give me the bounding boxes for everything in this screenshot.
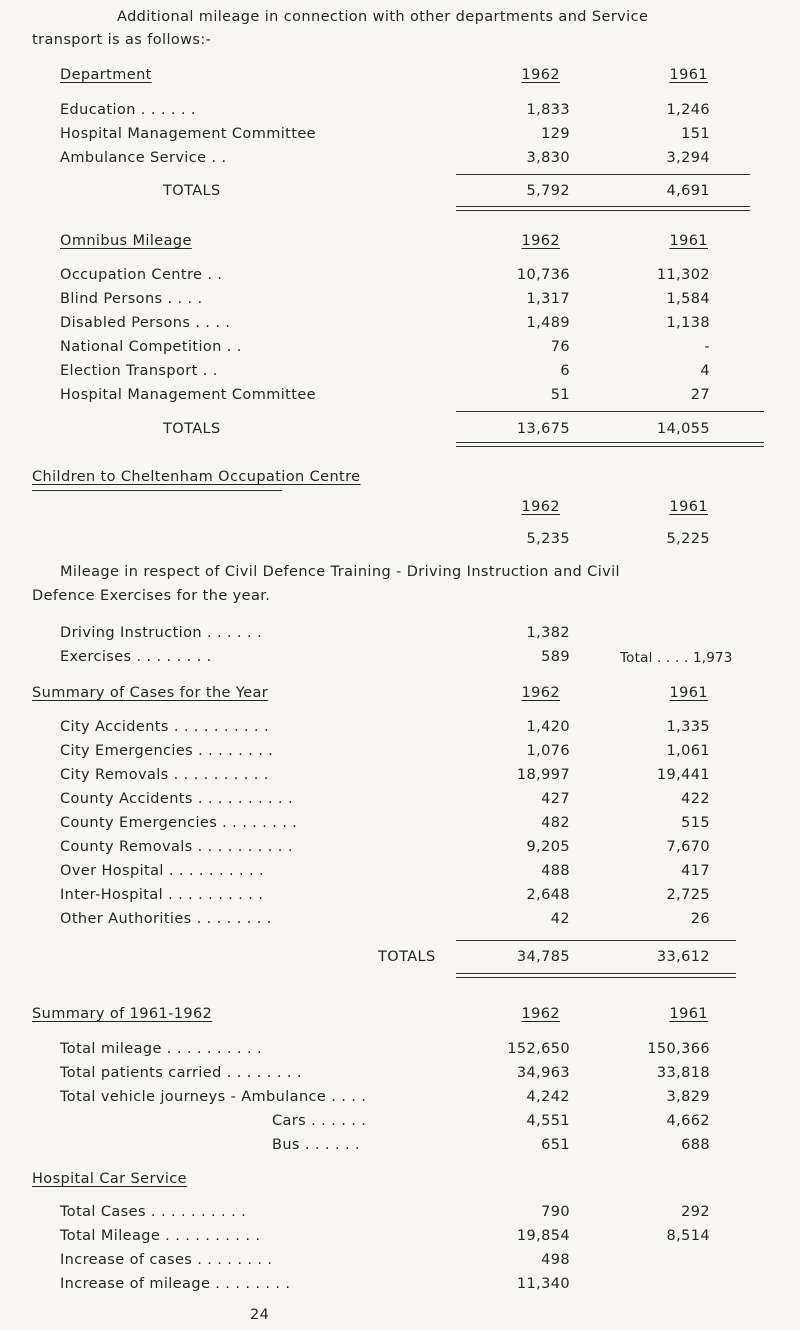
table-row-label: County Accidents . . . . . . . . . .: [60, 791, 294, 807]
table-row-value-1961: 292: [681, 1204, 710, 1220]
table-row-value-1961: 3,829: [666, 1089, 710, 1105]
table-row-label: City Emergencies . . . . . . . .: [60, 743, 274, 759]
table-row-label: City Accidents . . . . . . . . . .: [60, 719, 270, 735]
double-divider: [456, 973, 736, 978]
table-row-value-1961: 19,441: [656, 767, 710, 783]
table-row-value-1962: 1,489: [526, 315, 570, 331]
list-item-label: Driving Instruction . . . . . .: [60, 625, 263, 641]
total-value-1962: 34,785: [516, 949, 570, 965]
table-row-value-1962: 11,340: [516, 1276, 570, 1292]
table-row-label: City Removals . . . . . . . . . .: [60, 767, 269, 783]
total-value-1962: 13,675: [516, 421, 570, 437]
table-row-value-1961: 417: [681, 863, 710, 879]
table-row-value-1962: 76: [550, 339, 570, 355]
table-row-label: Increase of mileage . . . . . . . .: [60, 1276, 291, 1292]
summary-61-62-col-1962: 1962: [521, 1006, 560, 1022]
totals-label: TOTALS: [163, 421, 221, 437]
totals-label: TOTALS: [163, 183, 221, 199]
table-row-value-1961: 33,818: [656, 1065, 710, 1081]
civil-defence-line-2: Defence Exercises for the year.: [32, 588, 271, 604]
table-row-label: Bus . . . . . .: [272, 1137, 361, 1153]
page-number: 24: [250, 1307, 270, 1323]
departments-col-1962: 1962: [521, 67, 560, 83]
list-item-value: 1,382: [526, 625, 570, 641]
departments-col-1961: 1961: [669, 67, 708, 83]
table-row-value-1962: 10,736: [516, 267, 570, 283]
summary-year-col-1961: 1961: [669, 685, 708, 701]
table-row-label: County Removals . . . . . . . . . .: [60, 839, 293, 855]
table-row-label: Education . . . . . .: [60, 102, 196, 118]
table-row-value-1961: 1,335: [666, 719, 710, 735]
table-row-label: Hospital Management Committee: [60, 387, 316, 403]
double-divider: [456, 206, 750, 211]
table-row-value-1961: 4: [700, 363, 710, 379]
table-row-value-1962: 1,420: [526, 719, 570, 735]
summary-61-62-header: Summary of 1961-1962: [32, 1006, 213, 1022]
departments-header: Department: [60, 67, 152, 83]
divider: [456, 411, 764, 412]
table-row-label: County Emergencies . . . . . . . .: [60, 815, 298, 831]
table-row-label: Over Hospital . . . . . . . . . .: [60, 863, 265, 879]
table-row-value-1961: 8,514: [666, 1228, 710, 1244]
table-row-label: Total vehicle journeys - Ambulance . . . .: [60, 1089, 367, 1105]
total-value-1961: 4,691: [666, 183, 710, 199]
table-row-value-1961: 422: [681, 791, 710, 807]
table-row-value-1962: 9,205: [526, 839, 570, 855]
table-row-value-1962: 1,317: [526, 291, 570, 307]
divider: [32, 490, 282, 491]
total-value-1962: 5,792: [526, 183, 570, 199]
table-row-label: Total Cases . . . . . . . . . .: [60, 1204, 247, 1220]
total-value-1961: 14,055: [656, 421, 710, 437]
table-row-value-1962: 2,648: [526, 887, 570, 903]
intro-line-1: Additional mileage in connection with other departments and Service: [117, 9, 649, 25]
table-row-value-1961: 1,246: [666, 102, 710, 118]
table-row-value-1961: 2,725: [666, 887, 710, 903]
table-row-label: Inter-Hospital . . . . . . . . . .: [60, 887, 264, 903]
table-row-value-1962: 1,076: [526, 743, 570, 759]
table-row-value-1962: 651: [541, 1137, 570, 1153]
table-row-value-1961: 151: [681, 126, 710, 142]
table-row-value-1961: 7,670: [666, 839, 710, 855]
civil-defence-total: Total . . . . 1,973: [620, 650, 733, 666]
children-header: Children to Cheltenham Occupation Centre: [32, 469, 361, 485]
omnibus-col-1962: 1962: [521, 233, 560, 249]
table-row-value-1961: 515: [681, 815, 710, 831]
table-row-value-1962: 1,833: [526, 102, 570, 118]
table-row-label: Ambulance Service . .: [60, 150, 227, 166]
table-row-label: Election Transport . .: [60, 363, 218, 379]
hospital-car-header: Hospital Car Service: [32, 1171, 187, 1187]
omnibus-col-1961: 1961: [669, 233, 708, 249]
table-row-label: Occupation Centre . .: [60, 267, 223, 283]
table-row-label: Total patients carried . . . . . . . .: [60, 1065, 302, 1081]
table-row-value-1962: 4,551: [526, 1113, 570, 1129]
table-row-value-1961: 1,584: [666, 291, 710, 307]
totals-label: TOTALS: [378, 949, 436, 965]
list-item-value: 589: [541, 649, 570, 665]
summary-61-62-col-1961: 1961: [669, 1006, 708, 1022]
children-value-1962: 5,235: [526, 531, 570, 547]
table-row-value-1962: 42: [550, 911, 570, 927]
table-row-value-1962: 427: [541, 791, 570, 807]
table-row-value-1961: 26: [690, 911, 710, 927]
divider: [456, 940, 736, 941]
omnibus-header: Omnibus Mileage: [60, 233, 192, 249]
table-row-label: National Competition . .: [60, 339, 242, 355]
total-value-1961: 33,612: [656, 949, 710, 965]
summary-year-header: Summary of Cases for the Year: [32, 685, 269, 701]
divider: [456, 174, 750, 175]
table-row-label: Total Mileage . . . . . . . . . .: [60, 1228, 261, 1244]
table-row-label: Cars . . . . . .: [272, 1113, 367, 1129]
children-value-1961: 5,225: [666, 531, 710, 547]
table-row-value-1961: 688: [681, 1137, 710, 1153]
table-row-value-1962: 51: [550, 387, 570, 403]
table-row-label: Disabled Persons . . . .: [60, 315, 231, 331]
table-row-label: Blind Persons . . . .: [60, 291, 203, 307]
table-row-label: Total mileage . . . . . . . . . .: [60, 1041, 262, 1057]
civil-defence-line-1: Mileage in respect of Civil Defence Training - Driving Instruction and Civil: [60, 564, 620, 580]
table-row-value-1962: 34,963: [516, 1065, 570, 1081]
table-row-label: Other Authorities . . . . . . . .: [60, 911, 272, 927]
table-row-value-1962: 18,997: [516, 767, 570, 783]
table-row-label: Hospital Management Committee: [60, 126, 316, 142]
table-row-value-1961: 1,061: [666, 743, 710, 759]
table-row-value-1962: 129: [541, 126, 570, 142]
table-row-value-1961: 3,294: [666, 150, 710, 166]
table-row-value-1961: 11,302: [656, 267, 710, 283]
children-col-1961: 1961: [669, 499, 708, 515]
table-row-value-1962: 488: [541, 863, 570, 879]
table-row-value-1962: 152,650: [507, 1041, 570, 1057]
table-row-value-1961: 150,366: [647, 1041, 710, 1057]
table-row-value-1961: -: [704, 339, 710, 355]
table-row-value-1962: 3,830: [526, 150, 570, 166]
table-row-label: Increase of cases . . . . . . . .: [60, 1252, 273, 1268]
table-row-value-1962: 19,854: [516, 1228, 570, 1244]
double-divider: [456, 442, 764, 447]
table-row-value-1962: 482: [541, 815, 570, 831]
children-col-1962: 1962: [521, 499, 560, 515]
list-item-label: Exercises . . . . . . . .: [60, 649, 212, 665]
table-row-value-1962: 4,242: [526, 1089, 570, 1105]
intro-line-2: transport is as follows:-: [32, 32, 212, 48]
table-row-value-1961: 1,138: [666, 315, 710, 331]
table-row-value-1961: 4,662: [666, 1113, 710, 1129]
table-row-value-1962: 498: [541, 1252, 570, 1268]
table-row-value-1962: 790: [541, 1204, 570, 1220]
table-row-value-1962: 6: [560, 363, 570, 379]
summary-year-col-1962: 1962: [521, 685, 560, 701]
table-row-value-1961: 27: [690, 387, 710, 403]
